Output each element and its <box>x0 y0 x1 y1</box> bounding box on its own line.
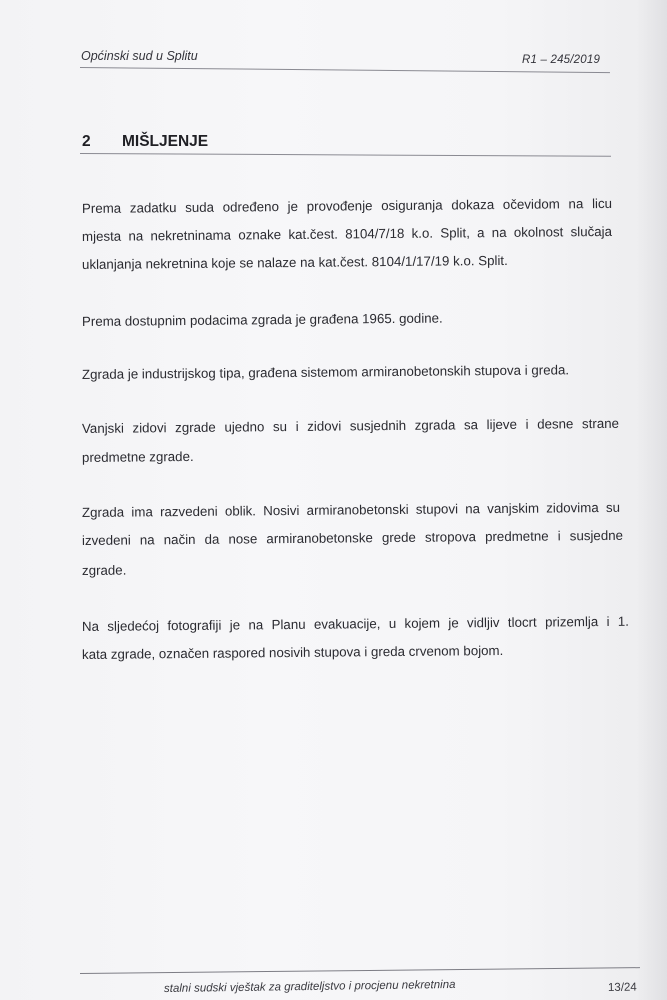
section-number: 2 <box>82 133 91 150</box>
header-case-number: R1 – 245/2019 <box>522 54 601 66</box>
paragraph-5-line-1: Zgrada ima razvedeni oblik. Nosivi armiranobetonski stupovi na vanjskim zidovima su <box>81 499 621 520</box>
paragraph-6-line-1: Na sljedećoj fotografiji je na Planu evakuacije, u kojem je vidljiv tlocrt prizemlja i 1. <box>81 613 630 634</box>
paragraph-3-line-1: Zgrada je industrijskog tipa, građena sistemom armiranobetonskih stupova i greda. <box>81 362 570 382</box>
footer-author: stalni sudski vještak za graditeljstvo i procjenu nekretnina <box>163 978 456 995</box>
paragraph-5-line-2: izvedeni na način da nose armiranobetonske grede stropova predmetne i susjedne <box>81 527 624 548</box>
paragraph-1-line-2: mjesta na nekretninama oznake kat.čest. 8104/7/18 k.o. Split, a na okolnost slučaja <box>81 223 613 244</box>
section-heading <box>82 133 208 151</box>
footer-page-number: 13/24 <box>607 981 637 994</box>
footer-divider <box>80 967 640 974</box>
paragraph-1-line-1: Prema zadatku suda određeno je provođenje osiguranja dokaza očevidom na licu <box>81 195 613 216</box>
header-court-name: Općinski sud u Splitu <box>81 49 198 63</box>
section-divider <box>80 153 611 157</box>
section-title: MIŠLJENJE <box>122 133 209 150</box>
paragraph-6-line-2: kata zgrade, označen raspored nosivih stupova i greda crvenom bojom. <box>81 642 504 662</box>
paragraph-2-line-1: Prema dostupnim podacima zgrada je građena 1965. godine. <box>81 310 443 329</box>
paragraph-5-line-3: zgrade. <box>81 562 127 578</box>
paragraph-1-line-3: uklanjanja nekretnina koje se nalaze na kat.čest. 8104/1/17/19 k.o. Split. <box>81 252 508 272</box>
paragraph-4-line-2: predmetne zgrade. <box>81 448 194 465</box>
paragraph-4-line-1: Vanjski zidovi zgrade ujedno su i zidovi susjednih zgrada sa lijeve i desne strane <box>81 415 620 436</box>
header-divider <box>80 67 610 73</box>
